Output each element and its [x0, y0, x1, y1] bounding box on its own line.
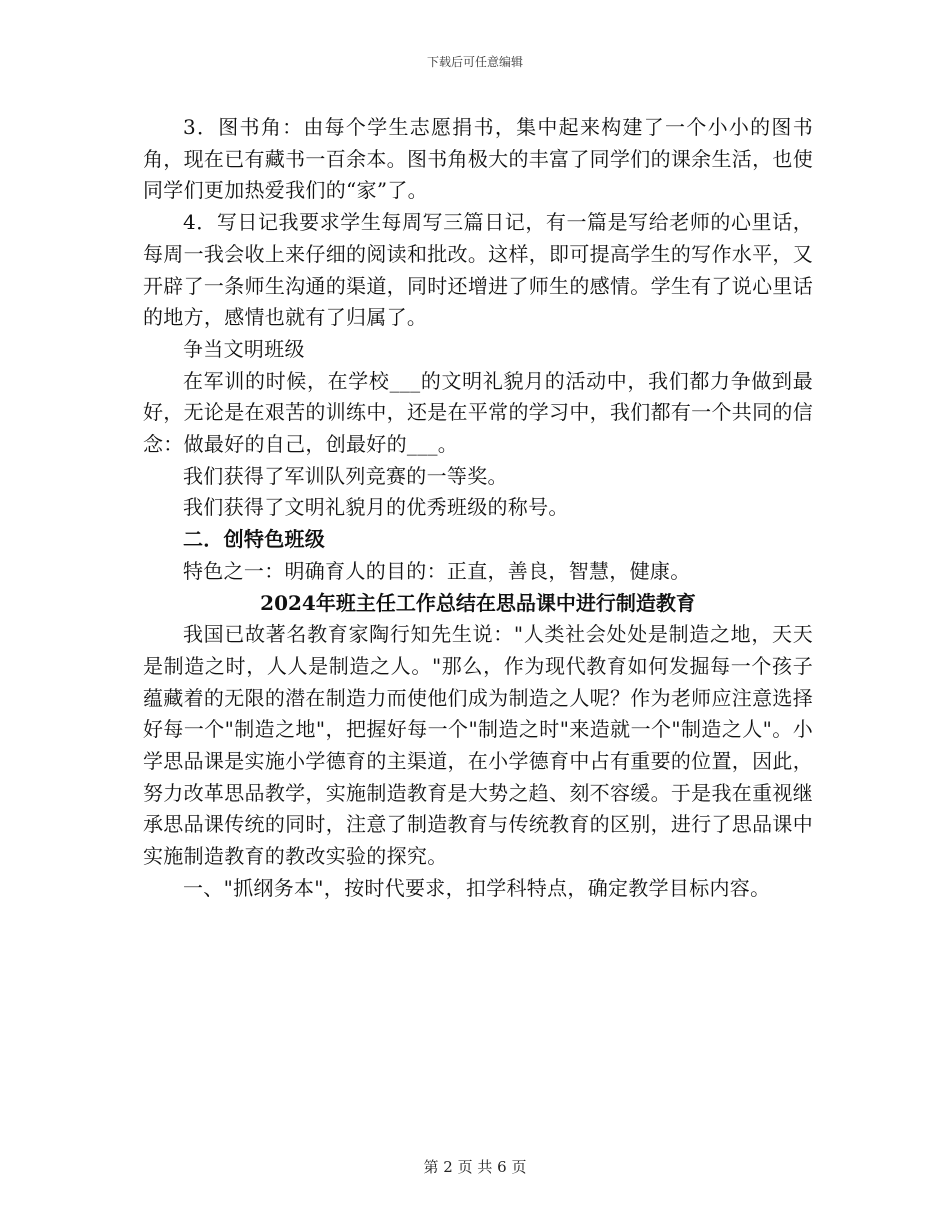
paragraph-military-training: 在军训的时候，在学校___的文明礼貌月的活动中，我们都力争做到最好，无论是在艰苦的训练中，还是在平常的学习中，我们都有一个共同的信念：做最好的自己，创最好的___。 [143, 368, 813, 457]
paragraph-civilized-class: 争当文明班级 [183, 336, 305, 361]
page-footer: 第 2 页 共 6 页 [423, 1158, 527, 1176]
paragraph-diary: 4．写日记我要求学生每周写三篇日记，有一篇是写给老师的心里话，每周一我会收上来仔细的阅读和批改。这样，即可提高学生的写作水平，又开辟了一条师生沟通的渠道，同时还增进了师生的感情。学生有了说心里话的地方，感情也就有了归属了。 [143, 210, 813, 330]
paragraph-award-1: 我们获得了军训队列竞赛的一等奖。 [183, 463, 508, 488]
paragraph-feature-one: 特色之一：明确育人的目的：正直，善良，智慧，健康。 [183, 558, 691, 583]
paragraph-outline: 一、"抓纲务本"，按时代要求，扣学科特点，确定教学目标内容。 [183, 875, 771, 900]
paragraph-award-2: 我们获得了文明礼貌月的优秀班级的称号。 [183, 495, 569, 520]
paragraph-tao-xingzhi: 我国已故著名教育家陶行知先生说："人类社会处处是制造之地，天天是制造之时，人人是制造之人。"那么，作为现代教育如何发掘每一个孩子蕴藏着的无限的潜在制造力而使他们成为制造之人呢？作为老师应注意选择好每一个"制造之地"，把握好每一个"制造之时"来造就一个"制造之人"。小学思品课是实施小学德育的主渠道，在小学德育中占有重要的位置，因此，努力改革思品教学，实施制造教育是大势之趋、刻不容缓。于是我在重视继承思品课传统的同时，注意了制造教育与传统教育的区别，进行了思品课中实施制造教育的教改实验的探究。 [143, 622, 813, 869]
paragraph-book-corner: 3．图书角：由每个学生志愿捐书，集中起来构建了一个小小的图书角，现在已有藏书一百余本。图书角极大的丰富了同学们的课余生活，也使同学们更加热爱我们的“家”了。 [143, 115, 813, 203]
article-title: 2024年班主任工作总结在思品课中进行制造教育 [260, 590, 696, 615]
document-body [143, 112, 813, 905]
section-heading-feature-class: 二．创特色班级 [183, 527, 326, 552]
page-header: 下载后可任意编辑 [426, 55, 523, 69]
